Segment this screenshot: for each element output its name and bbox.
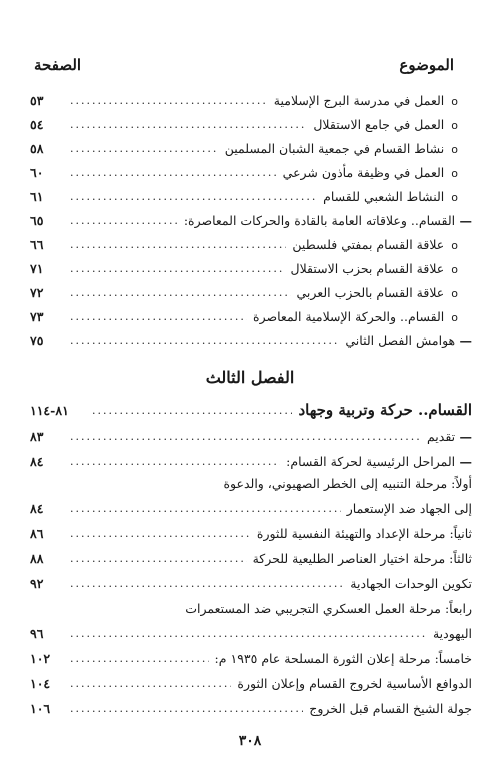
entry-title: o القسام.. والحركة الإسلامية المعاصرة (253, 309, 458, 324)
toc-section-entry (30, 328, 472, 352)
toc-section-entry (30, 208, 472, 232)
entry-page: ٥٤ (30, 116, 44, 132)
entry-page: ١٠٦ (30, 700, 51, 716)
entry-title: — المراحل الرئيسية لحركة القسام: (286, 454, 472, 469)
dot-leader (70, 577, 344, 590)
entry-title: جولة الشيخ القسام قبل الخروج (309, 700, 472, 716)
dot-leader (70, 552, 247, 565)
toc-entry (30, 571, 472, 595)
toc-entry (30, 88, 472, 112)
dot-leader (70, 310, 247, 323)
entry-title: — القسام.. وعلاقاته العامة بالقادة والحركات المعاصرة: (184, 213, 472, 228)
entry-title: o العمل في وظيفة مأذون شرعي (283, 165, 458, 180)
entry-title: اليهودية (432, 625, 472, 641)
entry-title: ثانياً: مرحلة الإعداد والتهيئة النفسية للثورة (256, 525, 472, 541)
page-number: ٣٠٨ (238, 733, 262, 749)
dot-leader (70, 430, 421, 443)
entry-page: ٨١-١١٤ (30, 402, 69, 418)
toc-chapter-entry (30, 398, 472, 422)
dot-leader (70, 455, 280, 468)
entry-page: ١٠٤ (30, 675, 51, 691)
toc-entry (30, 160, 472, 184)
entry-page: ٩٢ (30, 575, 44, 591)
entry-title: o العمل في مدرسة البرج الإسلامية (274, 93, 458, 108)
entry-page: ٥٣ (30, 92, 44, 108)
dot-leader (70, 214, 178, 227)
entry-title: ثالثاً: مرحلة اختيار العناصر الطليعية للحركة (252, 550, 472, 566)
toc-entry (30, 280, 472, 304)
dot-leader (70, 702, 303, 715)
entry-page: ٦١ (30, 188, 44, 204)
entry-title: o علاقة القسام بالحزب العربي (297, 285, 459, 300)
toc-entry (30, 256, 472, 280)
entry-title: تكوين الوحدات الجهادية (350, 575, 472, 591)
entry-page: ٧٣ (30, 308, 44, 324)
entry-title: o النشاط الشعبي للقسام (323, 189, 458, 204)
entry-page: ٨٨ (30, 550, 44, 566)
entry-title: إلى الجهاد ضد الإستعمار (346, 500, 472, 516)
toc-entry (30, 521, 472, 545)
toc-entry (30, 546, 472, 570)
entry-page: ٧٥ (30, 332, 44, 348)
entry-page: ٥٨ (30, 140, 44, 156)
toc-entry (30, 232, 472, 256)
entry-title: رابعاً: مرحلة العمل العسكري التجريبي ضد المستعمرات (185, 600, 472, 616)
entry-title: القسام.. حركة وتربية وجهاد (298, 401, 472, 419)
entry-title: — هوامش الفصل الثاني (345, 333, 472, 348)
entry-page: ٦٦ (30, 236, 44, 252)
toc-entry (30, 621, 472, 645)
entry-title: o علاقة القسام بحزب الاستقلال (291, 261, 458, 276)
dot-leader (92, 404, 292, 417)
dot-leader (70, 286, 291, 299)
entry-title: الدوافع الأساسية لخروج القسام وإعلان الثورة (237, 675, 472, 691)
toc-entry (30, 304, 472, 328)
toc-entry (30, 136, 472, 160)
toc-entry (30, 496, 472, 520)
dot-leader (70, 166, 277, 179)
dot-leader (70, 118, 307, 131)
dot-leader (70, 627, 427, 640)
dot-leader (70, 527, 251, 540)
entry-page: ٧١ (30, 260, 44, 276)
toc-entry (30, 646, 472, 670)
dot-leader (70, 677, 231, 690)
toc-entry (30, 671, 472, 695)
entry-page: ١٠٢ (30, 650, 51, 666)
toc-section-entry (30, 449, 472, 473)
entry-title: أولاً: مرحلة التنبيه إلى الخطر الصهيوني، والدعوة (223, 475, 472, 491)
entry-title: o العمل في جامع الاستقلال (313, 117, 458, 132)
entry-title: o نشاط القسام في جمعية الشبان المسلمين (225, 141, 458, 156)
toc-entry (30, 596, 472, 620)
toc-entry (30, 471, 472, 495)
dot-leader (70, 190, 317, 203)
entry-page: ٦٥ (30, 212, 44, 228)
entry-page: ٨٤ (30, 453, 44, 469)
dot-leader (70, 502, 341, 515)
toc-entry (30, 184, 472, 208)
entry-page: ٦٠ (30, 164, 44, 180)
dot-leader (70, 94, 268, 107)
entry-title: o علاقة القسام بمفتي فلسطين (292, 237, 458, 252)
toc-section-entry (30, 424, 472, 448)
dot-leader (70, 334, 339, 347)
entry-page: ٨٤ (30, 500, 44, 516)
entry-title: خامساً: مرحلة إعلان الثورة المسلحة عام ١٩٣٥ م: (214, 650, 472, 666)
entry-page: ٩٦ (30, 625, 44, 641)
entry-title: — تقديم (427, 429, 472, 444)
entry-page: ٨٣ (30, 428, 44, 444)
dot-leader (70, 262, 285, 275)
dot-leader (70, 238, 286, 251)
chapter-heading: الفصل الثالث (205, 368, 295, 387)
entry-page: ٧٢ (30, 284, 44, 300)
toc-entry (30, 696, 472, 720)
dot-leader (70, 142, 219, 155)
topic-column-header: الموضوع (399, 56, 454, 74)
entry-page: ٨٦ (30, 525, 44, 541)
page-column-header: الصفحة (34, 56, 82, 74)
dot-leader (70, 652, 209, 665)
toc-entry (30, 112, 472, 136)
